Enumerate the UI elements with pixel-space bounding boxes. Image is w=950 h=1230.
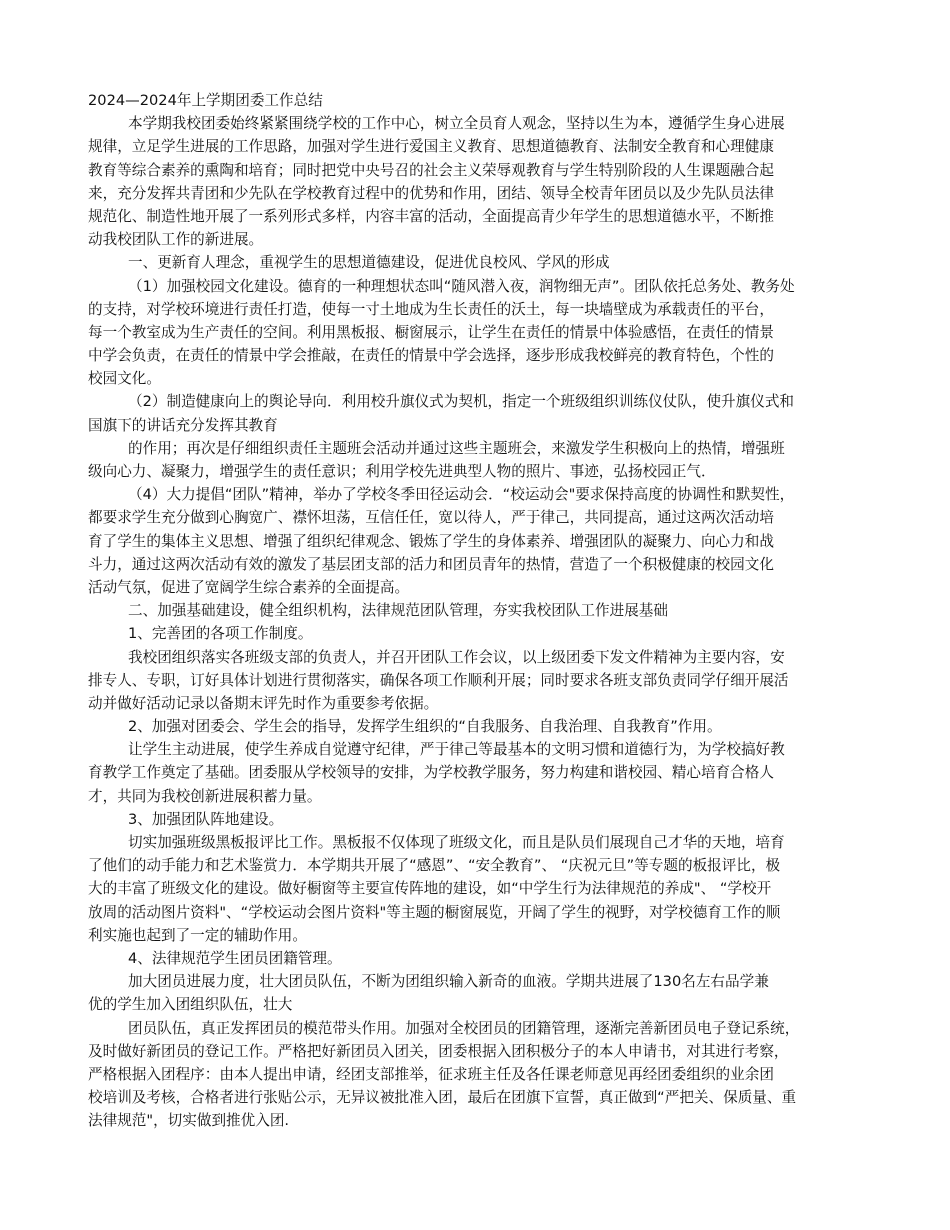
text-line: 团员队伍，真正发挥团员的模范带头作用。加强对全校团员的团籍管理，逐渐完善新团员电子登记系统， — [128, 1019, 800, 1037]
text-line: 规律，立足学生进展的工作思路，加强对学生进行爱国主义教育、思想道德教育、法制安全教育和心理健康 — [88, 138, 774, 156]
text-line: 3、加强团队阵地建设。 — [128, 810, 284, 828]
text-line: 大的丰富了班级文化的建设。做好橱窗等主要宣传阵地的建设，如“中学生行为法律规范的养成"、 “学校开 — [88, 880, 772, 898]
text-line: 让学生主动进展，使学生养成自觉遵守纪律，严于律己等最基本的文明习惯和道德行为，为学校搞好教 — [128, 741, 785, 759]
text-line: 二、加强基础建设，健全组织机构，法律规范团队管理，夯实我校团队工作进展基础 — [128, 602, 668, 620]
text-line: 一、更新育人理念，重视学生的思想道德建设，促进优良校风、学风的形成 — [128, 254, 610, 272]
text-line: （4）大力提倡“团队”精神，举办了学校冬季田径运动会．“校运动会"要求保持高度的协调性和默契性， — [128, 486, 795, 504]
text-line: 活动气氛，促进了宽阔学生综合素养的全面提高。 — [88, 578, 410, 596]
text-line: 严格根据入团程序：由本人提出申请，经团支部推举，征求班主任及各任课老师意见再经团委组织的业余团 — [88, 1065, 774, 1083]
text-line: 斗力，通过这两次活动有效的激发了基层团支部的活力和团员青年的热情，营造了一个积极健康的校园文化 — [88, 555, 774, 573]
text-line: 优的学生加入团组织队伍，壮大 — [88, 996, 293, 1014]
text-line: 本学期我校团委始终紧紧围绕学校的工作中心，树立全员育人观念，坚持以生为本，遵循学生身心进展 — [128, 115, 785, 133]
text-line: 利实施也起到了一定的辅助作用。 — [88, 926, 307, 944]
text-line: 及时做好新团员的登记工作。严格把好新团员入团关，团委根据入团积极分子的本人申请书，对其进行考察， — [88, 1042, 789, 1060]
text-line: 的作用；再次是仔细组织责任主题班会活动并通过这些主题班会，来激发学生积极向上的热情，增强班 — [128, 439, 785, 457]
text-line: 才，共同为我校创新进展积蓄力量。 — [88, 787, 322, 805]
text-line: 国旗下的讲话充分发挥其教育 — [88, 416, 278, 434]
text-line: 动我校团队工作的新进展。 — [88, 231, 264, 249]
text-line: 切实加强班级黑板报评比工作。黑板报不仅体现了班级文化，而且是队员们展现自己才华的天地，培育 — [128, 834, 785, 851]
text-line: （2）制造健康向上的舆论导向．利用校升旗仪式为契机，指定一个班级组织训练仪仗队，使升旗仪式和 — [128, 393, 795, 411]
text-line: 法律规范"，切实做到推优入团. — [88, 1112, 290, 1130]
text-line: 动并做好活动记录以备期末评先时作为重要参考依据。 — [88, 694, 439, 712]
text-line: 育教学工作奠定了基础。团委服从学校领导的安排，为学校教学服务，努力构建和谐校园、精心培育合格人 — [88, 764, 774, 782]
text-line: 每一个教室成为生产责任的空间。利用黑板报、橱窗展示，让学生在责任的情景中体验感悟，在责任的情景 — [88, 323, 774, 341]
text-line: 我校团组织落实各班级支部的负责人，并召开团队工作会议，以上级团委下发文件精神为主要内容，安 — [128, 648, 785, 666]
text-line: 都要求学生充分做到心胸宽广、襟怀坦荡，互信任任，宽以待人，严于律己，共同提高，通过这两次活动培 — [88, 509, 774, 527]
text-line: 教育等综合素养的熏陶和培育；同时把党中央号召的社会主义荣辱观教育与学生特别阶段的人生课题融合起 — [88, 161, 774, 179]
text-line: 2、加强对团委会、学生会的指导，发挥学生组织的“自我服务、自我治理、自我教育”作用。 — [128, 718, 722, 736]
text-line: 来，充分发挥共青团和少先队在学校教育过程中的优势和作用，团结、领导全校青年团员以及少先队员法律 — [88, 184, 774, 202]
text-line: （1）加强校园文化建设。德育的一种理想状态叫“随风潜入夜，润物细无声”。团队依托总务处、教务处 — [128, 277, 795, 295]
text-line: 校园文化。 — [88, 370, 161, 388]
text-line: 校培训及考核，合格者进行张贴公示，无异议被批准入团，最后在团旗下宣誓，真正做到“严把关、保质量、重 — [88, 1089, 797, 1107]
text-line: 4、法律规范学生团员团籍管理。 — [128, 949, 342, 967]
text-line: 中学会负责，在责任的情景中学会推敲，在责任的情景中学会选择，逐步形成我校鲜亮的教育特色，个性的 — [88, 347, 774, 365]
text-line: 加大团员进展力度，壮大团员队伍，不断为团组织输入新奇的血液。学期共进展了130名左右品学兼 — [128, 973, 769, 991]
text-line: 级向心力、凝聚力，增强学生的责任意识；利用学校先进典型人物的照片、事迹，弘扬校园正气． — [88, 463, 716, 480]
text-line: 1、完善团的各项工作制度。 — [128, 625, 313, 643]
document-page — [88, 89, 870, 1132]
text-line: 排专人、专职，订好具体计划进行贯彻落实，确保各项工作顺利开展；同时要求各班支部负责同学仔细开展活 — [88, 671, 789, 689]
text-line: 育了学生的集体主义思想、增强了组织纪律观念、锻炼了学生的身体素养、增强团队的凝聚力、向心力和战 — [88, 532, 774, 550]
text-line: 放周的活动图片资料"、“学校运动会图片资料"等主题的橱窗展览，开阔了学生的视野，对学校德育工作的顺 — [88, 903, 781, 921]
text-line: 规范化、制造性地开展了一系列形式多样，内容丰富的活动，全面提高青少年学生的思想道德水平，不断推 — [88, 207, 774, 225]
document-title: 2024—2024年上学期团委工作总结 — [88, 92, 323, 109]
text-line: 的支持，对学校环境进行责任打造，使每一寸土地成为生长责任的沃土，每一块墙壁成为承载责任的平台， — [88, 300, 774, 318]
text-line: 了他们的动手能力和艺术鉴赏力．本学期共开展了“感恩”、“安全教育”、 “庆祝元旦”等专题的板报评比，极 — [88, 857, 781, 875]
